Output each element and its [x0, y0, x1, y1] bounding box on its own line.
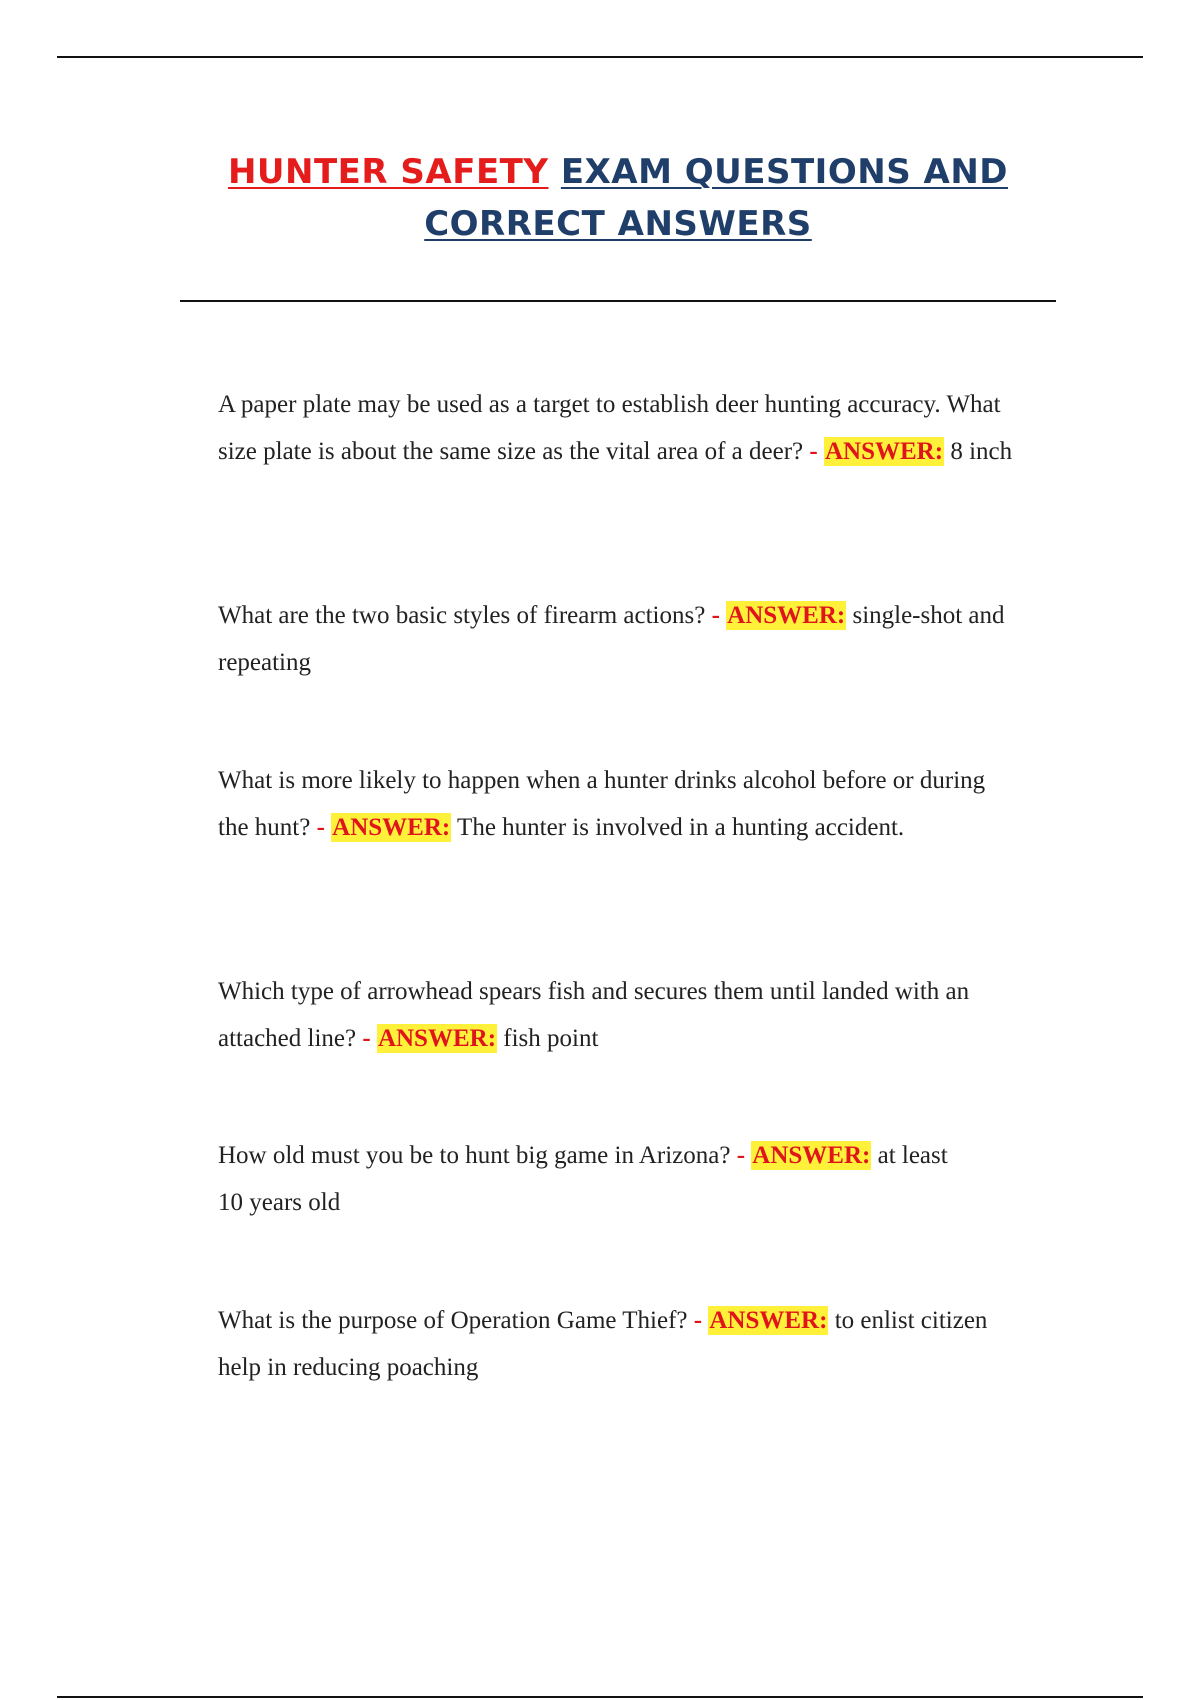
answer-label: ANSWER: [709, 1307, 828, 1334]
answer-label: ANSWER: [332, 813, 451, 841]
answer-text: at least 10 years old [218, 1142, 948, 1216]
question-text: A paper plate may be used as a target to establish deer hunting accuracy. What size plate is about the same size as the vital area of a deer? [218, 391, 1001, 465]
answer-separator: - [736, 1142, 752, 1169]
qa-item [218, 758, 988, 851]
question-text: What is the purpose of Operation Game Thief? [218, 1307, 694, 1334]
answer-text: fish point [497, 1024, 599, 1052]
bottom-rule [57, 1696, 1143, 1698]
answer-label: ANSWER: [824, 437, 944, 465]
qa-item [218, 1298, 988, 1391]
answer-text: to enlist citizen help in reducing poaching [218, 1307, 988, 1381]
answer-text: single-shot and repeating [218, 602, 1005, 676]
answer-separator: - [809, 437, 824, 465]
document-title [150, 146, 1086, 250]
top-rule [57, 56, 1143, 58]
answer-label: ANSWER: [752, 1142, 871, 1169]
qa-item [218, 593, 1038, 686]
answer-text: 8 inch [944, 437, 1013, 465]
answer-label: ANSWER: [377, 1024, 497, 1052]
question-text: Which type of arrowhead spears fish and secures them until landed with an attached line? [218, 978, 970, 1052]
question-text: How old must you be to hunt big game in Arizona? [218, 1142, 737, 1169]
qa-item [218, 969, 1038, 1062]
answer-label: ANSWER: [727, 602, 846, 629]
qa-item [218, 382, 1018, 475]
answer-separator: - [362, 1024, 377, 1052]
title-rule [180, 300, 1056, 302]
answer-separator: - [711, 602, 727, 629]
answer-text: The hunter is involved in a hunting accident. [451, 813, 905, 841]
title-blue-part-1: EXAM QUESTIONS AND [560, 152, 1009, 192]
question-text: What are the two basic styles of firearm actions? [218, 602, 712, 629]
question-text: What is more likely to happen when a hunter drinks alcohol before or during the hunt? [218, 767, 986, 841]
title-blue-part-2: CORRECT ANSWERS [424, 204, 812, 244]
answer-separator: - [693, 1307, 709, 1334]
title-red-part: HUNTER SAFETY [227, 152, 549, 192]
answer-separator: - [316, 813, 332, 841]
qa-item [218, 1133, 978, 1226]
